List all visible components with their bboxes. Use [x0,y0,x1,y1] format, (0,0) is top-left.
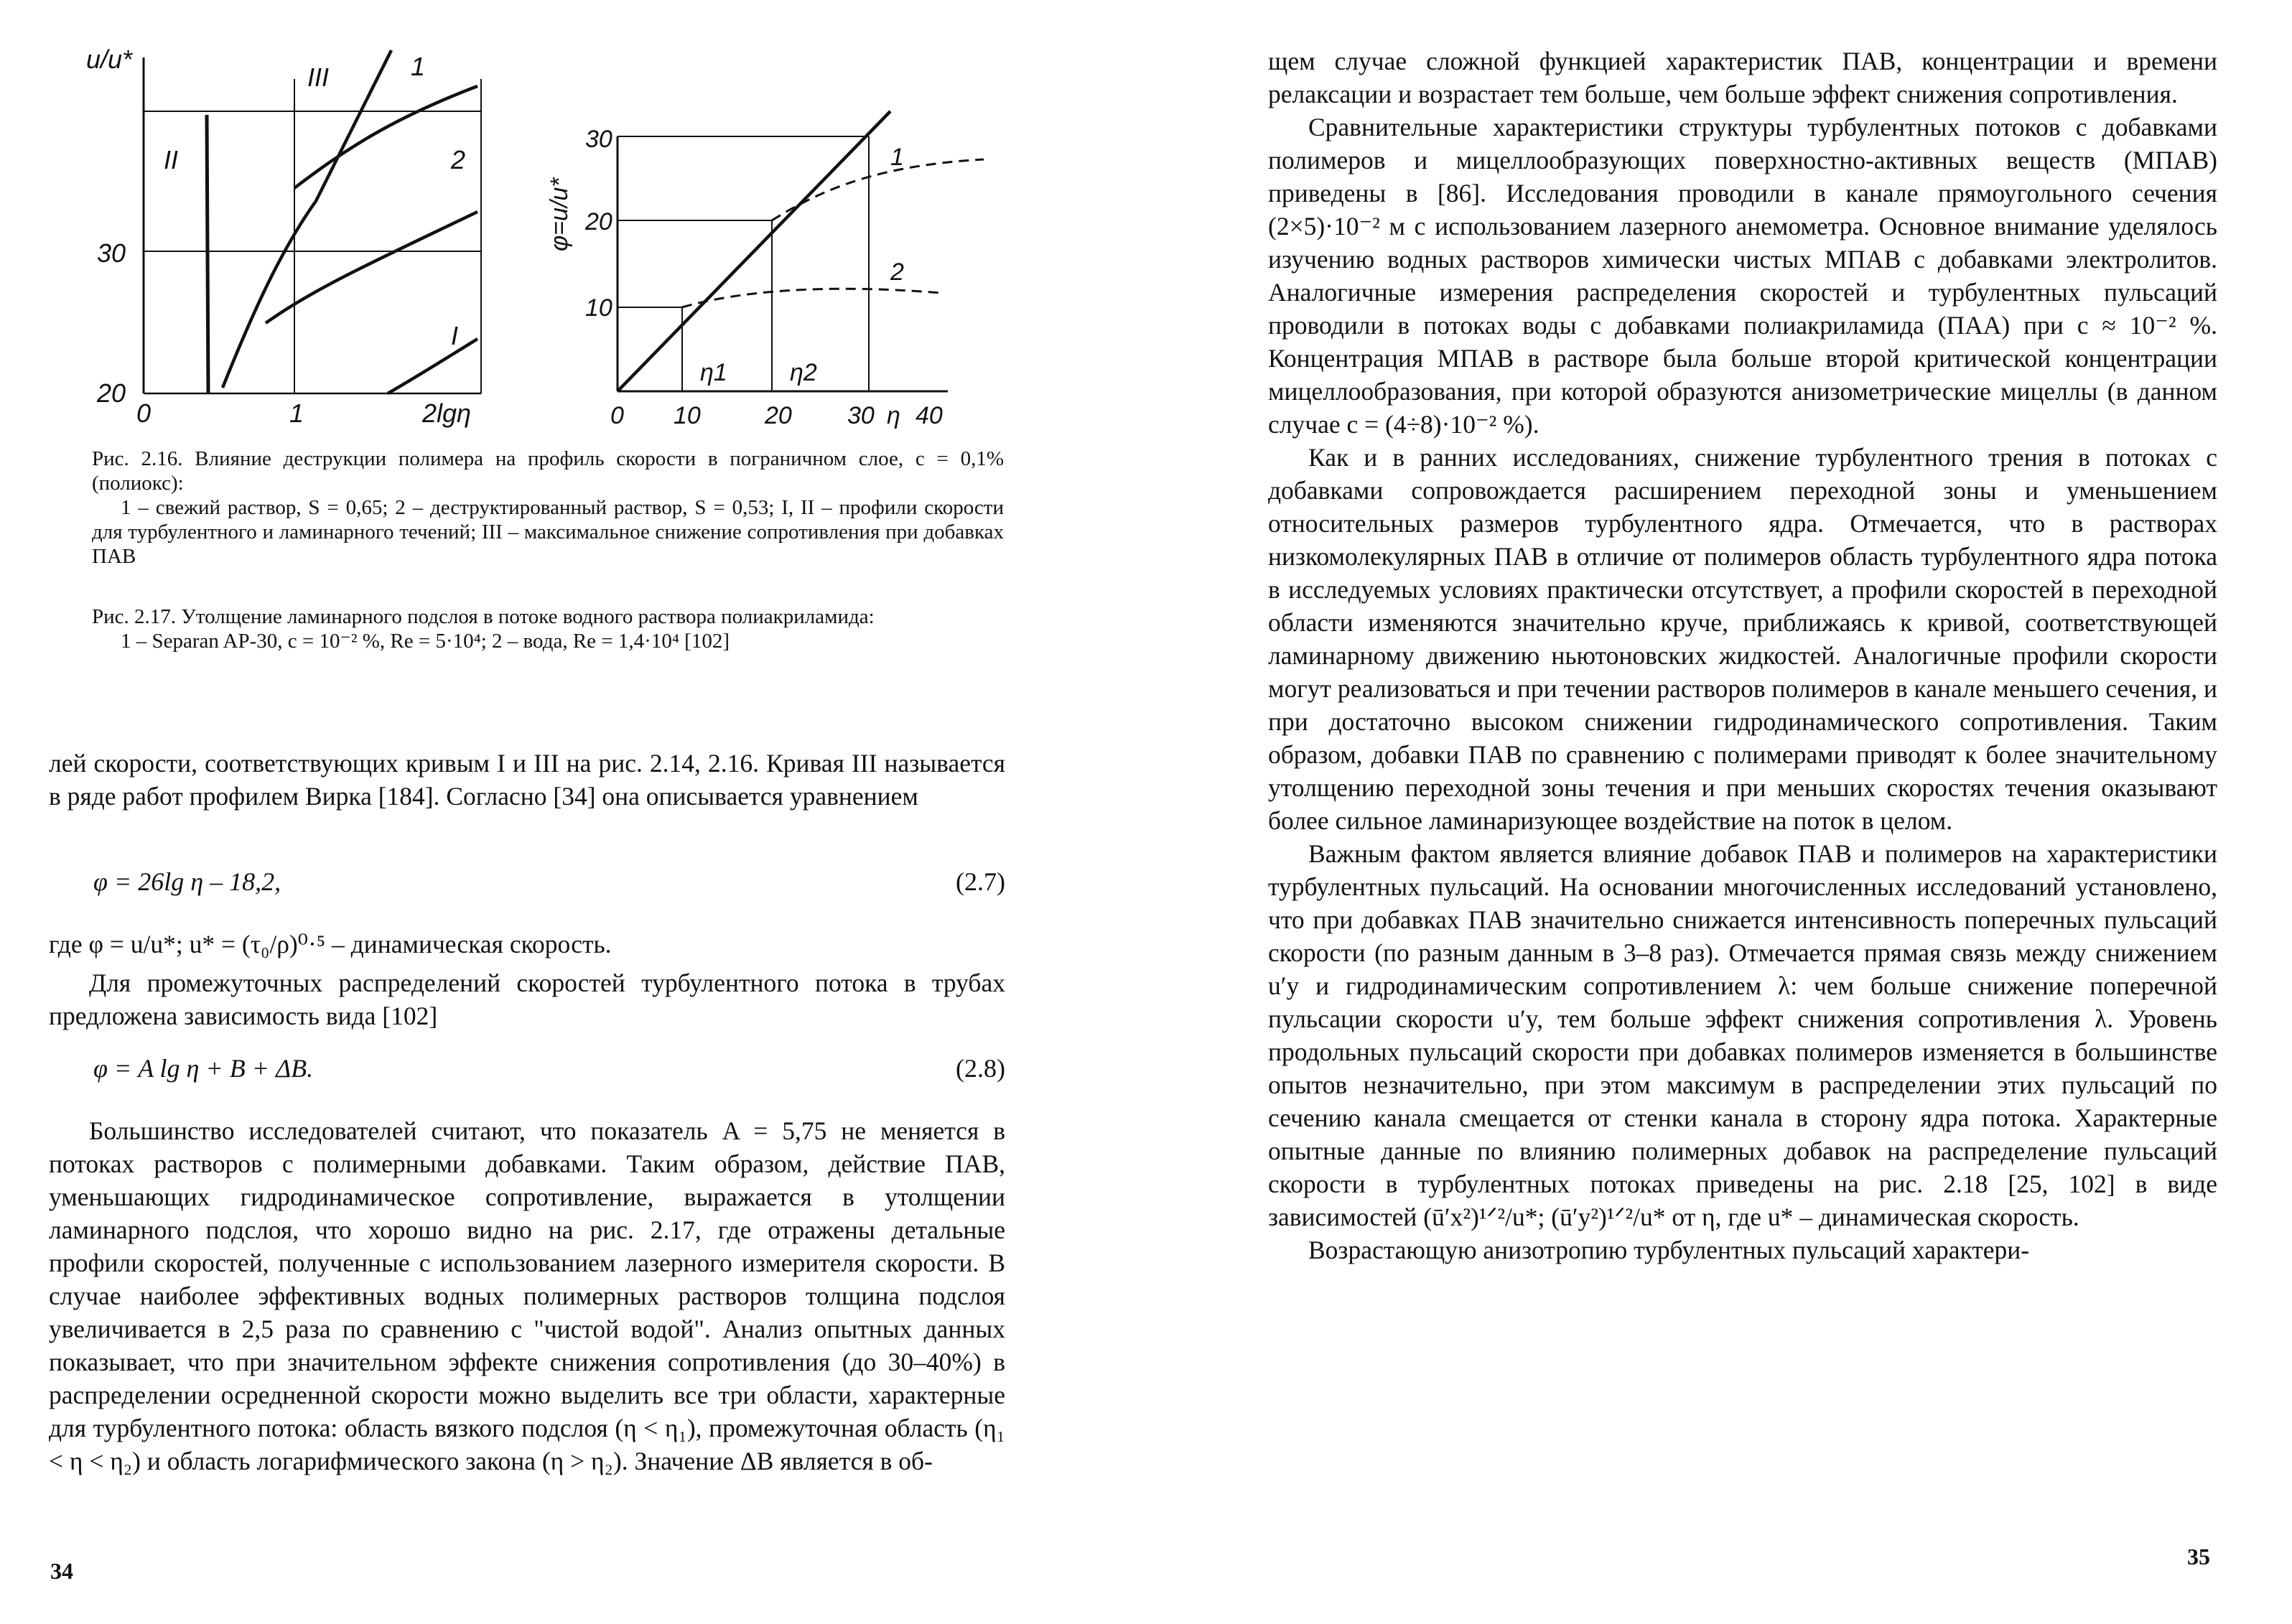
curve-III-max-reduction [223,50,391,388]
x-tick-10: 10 [674,402,701,429]
x-axis-label-eta: η [887,402,900,429]
figure-2-16 [79,29,510,431]
caption-2-16-legend: 1 – свежий раствор, S = 0,65; 2 – деструктированный раствор, S = 0,53; I, II – профили скорости для турбулентного и ламинарного течений; III – максимальное снижение сопротивления при добавках ПАВ [92,496,1004,568]
equation-2-7-number: (2.7) [956,867,1005,896]
left-paragraph-1: лей скорости, соответствующих кривым I и III на рис. 2.14, 2.16. Кривая III называется в ряде работ профилем Вирка [184]. Согласно [34] она описывается уравнением [49,749,1005,811]
right-paragraph-4: Важным фактом является влияние добавок ПАВ и полимеров на характеристики турбулентных пульсаций. На основании многочисленных исследований установлено, что при добавках ПАВ значительно снижается интенсивность поперечных пульсаций скорости (по разным данным в 3–8 раз). Отмечается прямая связь между снижением u′y и гидродинамическим сопротивлением λ: чем больше снижение поперечной пульсации скорости u′y, тем больше эффект снижения сопротивления λ. Уровень продольных пульсаций скорости при добавках полимеров изменяется в большинстве опытов незначительно, при этом максимум в распределении этих пульсаций по сечению канала смещается от стенки канала в сторону ядра потока. Характерные опытные данные по влиянию полимерных добавок на распределение пульсаций скорости в турбулентных потоках приведены на рис. 2.18 [25, 102] в виде зависимостей (ū′x²)¹ᐟ²/u*; (ū′y²)¹ᐟ²/u* от η, где u* – динамическая скорость. [1268,839,2217,1231]
curve-label-2: 2 [451,145,466,174]
curve-1-fresh-solution [294,86,478,188]
curve-I-turbulent [388,339,478,393]
figure-2-16-plot [79,29,510,431]
x-tick-40: 40 [916,402,943,429]
curve-II-laminar [207,115,208,393]
marker-label-eta1: η1 [700,359,727,386]
page-number-right: 35 [2187,1544,2210,1569]
right-text-column [1268,45,2217,1266]
equation-2-8-text: φ = A lg η + B + ΔB. [93,1054,314,1083]
right-page [1146,0,2292,1624]
caption-2-16-title: Рис. 2.16. Влияние деструкции полимера на профиль скорости в пограничном слое, c = 0,1% (полиокс): [92,447,1004,495]
curve-label-III: III [307,62,330,92]
right-paragraph-3: Как и в ранних исследованиях, снижение турбулентного трения в потоках с добавками сопровождается расширением переходной зоны и уменьшением относительных размеров турбулентного ядра. Отмечается, что в растворах низкомолекулярных ПАВ в отличие от полимеров область турбулентного ядра потока в исследуемых условиях практически отсутствует, а профили скоростей в переходной области изменяются значительно круче, приближаясь к кривой, соответствующей ламинарному движению ньютоновских жидкостей. Аналогичные профили скорости могут реализоваться и при течении растворов полимеров в канале меньшего сечения, и при достаточно высоком снижении гидродинамического сопротивления. Таким образом, добавки ПАВ по сравнению с полимерами приводят к более значительному утолщению переходной зоны течения и при меньших скоростях течения оказывают более сильное ламинаризующее воздействие на поток в целом. [1268,443,2217,835]
x-tick-0: 0 [610,402,624,429]
equation-2-7-text: φ = 26lg η – 18,2, [93,867,281,896]
y-tick-20: 20 [97,378,126,408]
figure-2-17 [546,108,998,438]
caption-figure-2-16 [92,447,1004,569]
curve-label-1: 1 [411,52,426,81]
curve-1-line [618,111,890,391]
y-axis-label: φ=u/u* [546,177,573,251]
curve-label-2: 2 [890,258,904,286]
caption-2-17-title: Рис. 2.17. Утолщение ламинарного подслоя в потоке водного раствора полиакриламида: [92,605,875,628]
y-tick-30: 30 [585,126,612,153]
y-tick-30: 30 [97,238,126,268]
y-tick-10: 10 [585,294,612,322]
marker-label-eta2: η2 [790,359,817,386]
left-paragraph-3: Для промежуточных распределений скоростей турбулентного потока в трубах предложена зависимость вида [102] [49,969,1005,1030]
x-tick-0: 0 [136,398,152,428]
figure-2-17-plot [546,108,998,438]
curve-label-II: II [164,145,179,174]
left-paragraph-4: Большинство исследователей считают, что показатель A = 5,75 не меняется в потоках растворов с полимерными добавками. Таким образом, действие ПАВ, уменьшающих гидродинамическое сопротивление, выражается в утолщении ламинарного подслоя, что хорошо видно на рис. 2.17, где отражены детальные профили скоростей, полученные с использованием лазерного измерителя скорости. В случае наиболее эффективных водных полимерных растворов толщина подслоя увеличивается в 2,5 раза по сравнению с "чистой водой". Анализ опытных данных показывает, что при значительном эффекте снижения сопротивления (до 30–40%) в распределении осредненной скорости можно выделить все три области, характерные для турбулентного потока: область вязкого подслоя (η < η₁), промежуточная область (η₁ < η < η₂) и область логарифмического закона (η > η₂). Значение ΔB является в об- [49,1116,1005,1475]
y-axis-label: u/u* [86,45,133,74]
page-number-left: 34 [50,1558,73,1584]
caption-figure-2-17 [92,605,1004,653]
x-tick-1: 1 [289,398,304,428]
x-tick-2lgeta: 2lgη [422,398,472,428]
curve-label-1: 1 [890,144,904,171]
equation-2-8 [93,1053,1005,1083]
left-paragraph-2: где φ = u/u*; u* = (τ₀/ρ)⁰·⁵ – динамическая скорость. [49,930,612,958]
y-tick-20: 20 [585,208,612,235]
equation-2-7 [93,867,1005,897]
x-tick-20: 20 [765,402,792,429]
curve-label-I: I [451,321,459,350]
right-paragraph-5: Возрастающую анизотропию турбулентных пульсаций характери- [1308,1236,2030,1264]
right-paragraph-2: Сравнительные характеристики структуры турбулентных потоков с добавками полимеров и мицеллообразующих поверхностно-активных веществ (МПАВ) приведены в [86]. Исследования проводили в канале прямоугольного сечения (2×5)·10⁻² м с использованием лазерного анемометра. Основное внимание уделялось изучению водных растворов химически чистых МПАВ с добавками электролитов. Аналогичные измерения распределения скоростей и турбулентных пульсаций проводили в потоках воды с добавками полиакриламида (ПАА) при c ≈ 10⁻² %. Концентрация МПАВ в растворе была больше второй критической концентрации мицеллообразования, при которой образуются анизометрические мицеллы (в данном случае c = (4÷8)·10⁻² %). [1268,113,2217,439]
curve-2-water [682,289,941,307]
curve-1-log-part [772,159,984,220]
equation-2-8-number: (2.8) [956,1054,1005,1083]
caption-2-17-legend: 1 – Separan AP-30, c = 10⁻² %, Re = 5·10⁴; 2 – вода, Re = 1,4·10⁴ [102] [121,630,730,653]
x-tick-30: 30 [847,402,875,429]
right-paragraph-1: щем случае сложной функцией характеристик ПАВ, концентрации и времени релаксации и возрастает тем больше, чем больше эффект снижения сопротивления. [1268,47,2217,108]
